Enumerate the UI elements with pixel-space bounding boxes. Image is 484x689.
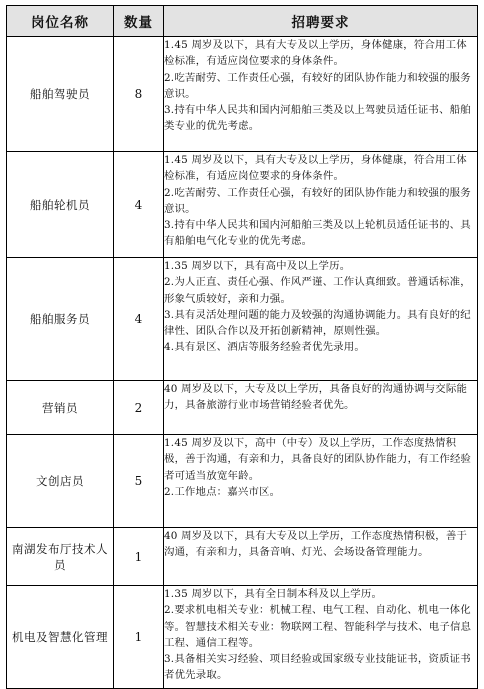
requirement-item: 3.具有灵活处理问题的能力及较强的沟通协调能力。具有良好的纪律性、团队合作以及开拓创新精神，原则性强。: [164, 308, 471, 338]
count-cell: 4: [114, 258, 164, 381]
position-cell: 船舶服务员: [7, 258, 114, 381]
header-count: 数量: [114, 6, 164, 37]
table-row: [7, 435, 478, 528]
table-row: [7, 586, 478, 689]
requirement-item: 3.持有中华人民共和国内河船舶三类及以上轮机员适任证书的、具有船舶电气化专业的优先考虑。: [164, 219, 471, 248]
table-row: [7, 152, 478, 258]
requirement-item: 3.持有中华人民共和国内河船舶三类及以上驾驶员适任证书、船舶类专业的优先考虑。: [164, 104, 471, 133]
requirement-item: 4.具有景区、酒店等服务经验者优先录用。: [164, 341, 365, 354]
header-requirements: 招聘要求: [164, 6, 478, 37]
position-cell: 机电及智慧化管理: [7, 586, 114, 689]
position-cell: 文创店员: [7, 435, 114, 528]
requirement-item: 1.45 周岁及以下，具有大专及以上学历，身体健康，符合用工体检标准，有适应岗位要求的身体条件。: [164, 154, 467, 183]
table-row: [7, 528, 478, 586]
requirements-cell: [164, 381, 478, 435]
requirements-cell: [164, 528, 478, 586]
requirements-cell: [164, 435, 478, 528]
position-cell: 船舶轮机员: [7, 152, 114, 258]
requirement-item: 1.35 周岁以下，具有高中及以上学历。: [164, 260, 351, 272]
count-cell: 5: [114, 435, 164, 528]
requirements-cell: [164, 586, 478, 689]
requirement-item: 1.45 周岁及以下，具有大专及以上学历，身体健康，符合用工体检标准，有适应岗位要求的身体条件。: [164, 39, 467, 68]
count-cell: 2: [114, 381, 164, 435]
requirement-item: 1.35 周岁以下，具有全日制本科及以上学历。: [164, 588, 383, 600]
requirement-item: 2.吃苦耐劳、工作责任心强，有较好的团队协作能力和较强的服务意识。: [164, 186, 471, 215]
requirement-item: 1.45 周岁及以下，高中（中专）及以上学历，工作态度热情积极，善于沟通，有亲和力，具备良好的团队协作能力，有工作经验者可适当放宽年龄。: [164, 437, 472, 482]
requirement-item: 2.吃苦耐劳、工作责任心强，有较好的团队协作能力和较强的服务意识。: [164, 71, 471, 100]
requirements-cell: [164, 37, 478, 152]
count-cell: 4: [114, 152, 164, 258]
recruitment-table: [6, 5, 478, 689]
position-cell: 船舶驾驶员: [7, 37, 114, 152]
requirement-item: 40 周岁及以下，具有大专及以上学历，工作态度热情积极，善于沟通，有亲和力，具备音响、灯光、会场设备管理能力。: [164, 530, 468, 559]
count-cell: 8: [114, 37, 164, 152]
position-cell: 南湖发布厅技术人员: [7, 528, 114, 586]
requirement-item: 40 周岁及以下，大专及以上学历，具备良好的沟通协调与交际能力，具备旅游行业市场营销经验者优先。: [164, 383, 468, 412]
count-cell: 1: [114, 586, 164, 689]
table-row: [7, 258, 478, 381]
table-row: [7, 37, 478, 152]
count-cell: 1: [114, 528, 164, 586]
table-header-row: [7, 6, 478, 37]
requirement-item: 2.为人正直、责任心强、作风严谨、工作认真细致。普通话标准，形象气质较好，亲和力强。: [164, 276, 471, 305]
requirement-item: 2.工作地点：嘉兴市区。: [164, 485, 281, 498]
requirements-cell: [164, 152, 478, 258]
position-cell: 营销员: [7, 381, 114, 435]
table-row: [7, 381, 478, 435]
requirement-item: 3.具备相关实习经验、项目经验或国家级专业技能证书，资质证书者优先录取。: [164, 653, 471, 682]
header-position: 岗位名称: [7, 6, 114, 37]
requirements-cell: [164, 258, 478, 381]
requirement-item: 2.要求机电相关专业：机械工程、电气工程、自动化、机电一体化等。智慧技术相关专业：物联网工程、智能科学与技术、电子信息工程、通信工程等。: [164, 604, 472, 649]
